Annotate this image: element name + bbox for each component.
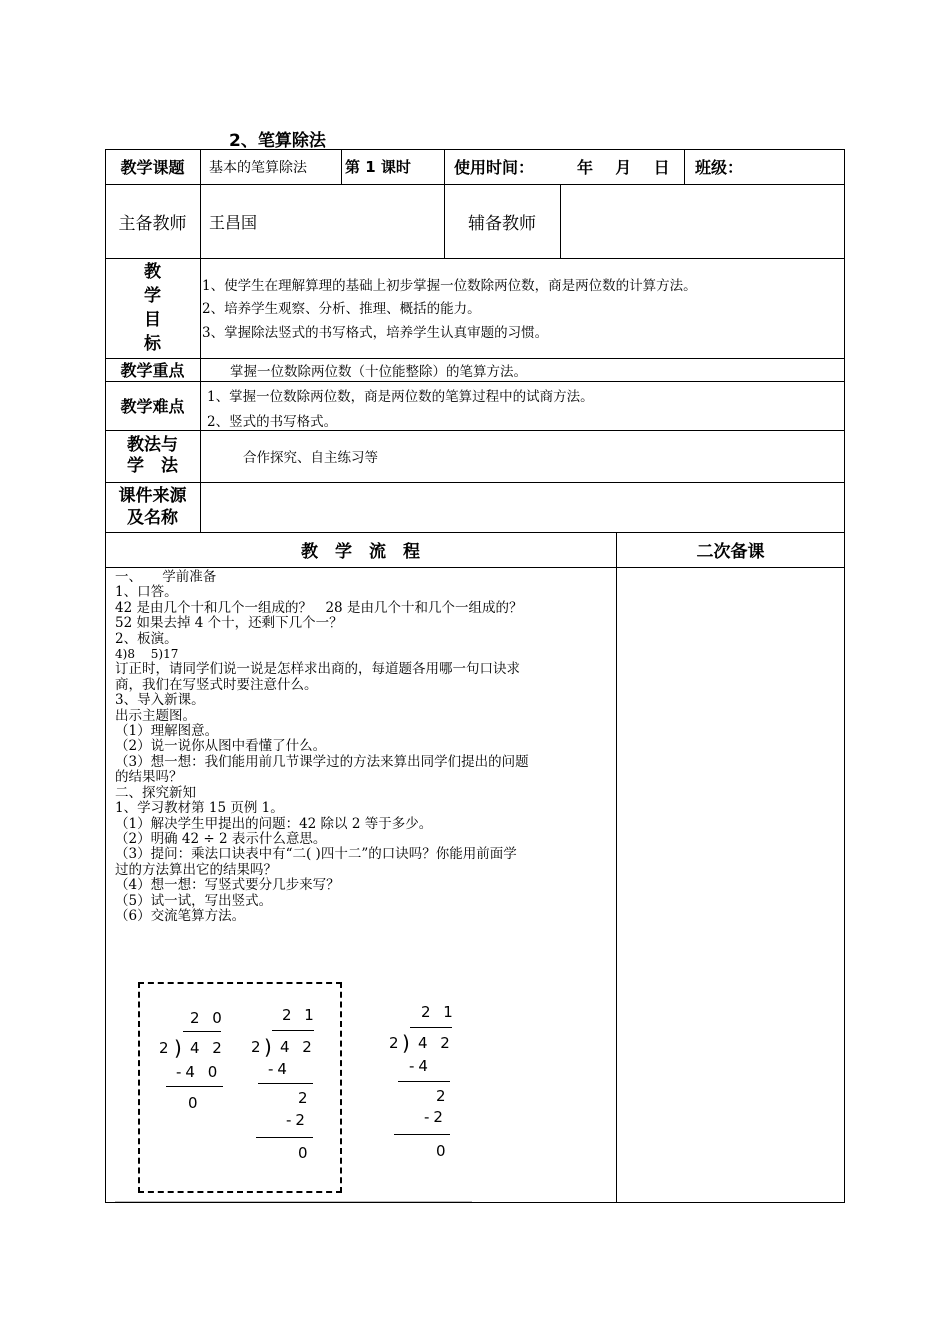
difficulty-label: 教学难点 xyxy=(120,397,185,416)
division-b-quotient: 2 1 xyxy=(282,1006,318,1024)
division-b-line-2 xyxy=(256,1137,313,1138)
division-c-quotient: 2 1 xyxy=(421,1003,457,1021)
flow-line: （5）试一试，写出竖式。 xyxy=(115,892,273,909)
division-c-line-1 xyxy=(398,1081,450,1082)
division-c-line-2 xyxy=(394,1134,450,1135)
division-b-dividend: 4 2 xyxy=(280,1038,316,1056)
division-b-bracket: ) xyxy=(264,1035,276,1059)
table-border-bottom xyxy=(105,1202,845,1203)
row-divider xyxy=(105,482,845,483)
flow-line: 2、板演。 xyxy=(115,630,178,647)
flow-line: 出示主题图。 xyxy=(115,707,196,724)
division-b-subtract-1: -4 xyxy=(268,1060,291,1078)
division-a-quotient: 2 0 xyxy=(190,1009,226,1027)
teaching-flow xyxy=(115,570,615,924)
lesson-number: 第 1 课时 xyxy=(345,158,411,176)
flow-line: 的结果吗？ xyxy=(115,769,183,786)
flow-line: （2）说一说你从图中看懂了什么。 xyxy=(115,738,327,755)
page-title: 2、笔算除法 xyxy=(229,131,326,151)
flow-line: 订正时，请同学们说一说是怎样求出商的，每道题各用哪一句口诀求 xyxy=(115,661,520,678)
main-teacher-name: 王昌国 xyxy=(209,212,258,232)
flow-line: 过的方法算出它的结果吗？ xyxy=(115,861,277,878)
assist-teacher-label: 辅备教师 xyxy=(468,213,536,234)
difficulty-item: 2、竖式的书写格式。 xyxy=(207,414,338,430)
date-fields: 年 月 日 xyxy=(577,158,670,177)
label-topic: 教学课题 xyxy=(120,158,185,177)
col-divider-label xyxy=(200,149,201,532)
division-b-subtract-2: -2 xyxy=(286,1111,309,1129)
division-c-divisor: 2 xyxy=(389,1034,403,1052)
flow-line: 1、学习教材第 15 页例 1。 xyxy=(115,800,284,817)
table-border-right xyxy=(844,149,845,1203)
col-divider-flow xyxy=(616,532,617,1203)
division-c-subtract-2: -2 xyxy=(424,1108,447,1126)
goals-label-char: 目 xyxy=(144,310,161,330)
key-point-text: 掌握一位数除两位数（十位能整除）的笔算方法。 xyxy=(230,363,527,380)
division-a-bracket: ) xyxy=(174,1036,186,1060)
flow-line: （1）理解图意。 xyxy=(115,723,219,740)
flow-line: 3、导入新课。 xyxy=(115,692,205,709)
division-c-dividend: 4 2 xyxy=(418,1034,454,1052)
flow-line: （6）交流笔算方法。 xyxy=(115,907,246,924)
division-c-subtract-1: -4 xyxy=(409,1057,432,1075)
flow-line: （2）明确 42 ÷ 2 表示什么意思。 xyxy=(115,830,327,847)
division-c-bracket: ) xyxy=(402,1031,414,1055)
flow-line: （3）想一想：我们能用前几节课学过的方法来算出同学们提出的问题 xyxy=(115,753,529,770)
flow-line: 二、探究新知 xyxy=(115,784,196,801)
flow-line: 商，我们在写竖式时要注意什么。 xyxy=(115,676,318,693)
flow-line: （1）解决学生甲提出的问题：42 除以 2 等于多少。 xyxy=(115,815,433,832)
division-b-remainder: 0 xyxy=(298,1144,312,1162)
flow-line: 42 是由几个十和几个一组成的？ 28 是由几个十和几个一组成的？ xyxy=(115,599,523,616)
goals-label-char: 教 xyxy=(144,262,161,282)
division-b-bracket-line xyxy=(272,1030,314,1031)
division-a-line xyxy=(166,1086,223,1087)
division-c-bracket-line xyxy=(410,1027,452,1028)
methods-label xyxy=(105,430,200,482)
flow-header: 教 学 流 程 xyxy=(301,542,420,562)
row-divider xyxy=(105,381,845,382)
goal-item: 3、掌握除法竖式的书写格式，培养学生认真审题的习惯。 xyxy=(202,325,549,341)
flow-line: 4)8 5)17 xyxy=(115,647,179,662)
col-divider-assist xyxy=(560,184,561,258)
main-teacher-label: 主备教师 xyxy=(118,213,187,234)
division-a-subtract: -4 0 xyxy=(176,1063,222,1081)
division-a-dividend: 4 2 xyxy=(190,1039,226,1057)
division-b-line-1 xyxy=(258,1083,313,1084)
flow-line: （3）提问：乘法口诀表中有“二( )四十二”的口诀吗？你能用前面学 xyxy=(115,846,517,863)
division-a-divisor: 2 xyxy=(159,1039,173,1057)
division-a-remainder: 0 xyxy=(188,1094,202,1112)
division-b-middle: 2 xyxy=(298,1089,312,1107)
col-divider-date xyxy=(684,149,685,184)
goals-label xyxy=(105,258,200,358)
difficulty-item: 1、掌握一位数除两位数，商是两位数的笔算过程中的试商方法。 xyxy=(207,389,594,405)
row-divider xyxy=(105,567,845,568)
use-time-label: 使用时间： xyxy=(454,158,535,177)
goals-label-char: 标 xyxy=(144,334,161,354)
topic-value: 基本的笔算除法 xyxy=(209,159,307,176)
class-label: 班级： xyxy=(695,158,744,177)
goals-label-char: 学 xyxy=(144,286,161,306)
methods-label-line: 学 法 xyxy=(127,456,178,476)
goal-item: 2、培养学生观察、分析、推理、概括的能力。 xyxy=(202,301,481,317)
source-label xyxy=(105,482,200,532)
division-b-divisor: 2 xyxy=(251,1038,265,1056)
flow-line: 52 如果去掉 4 个十，还剩下几个一？ xyxy=(115,615,343,632)
bottom-faint-rule xyxy=(115,1201,472,1202)
division-c-remainder: 0 xyxy=(436,1142,450,1160)
goal-item: 1、使学生在理解算理的基础上初步掌握一位数除两位数，商是两位数的计算方法。 xyxy=(202,278,697,294)
division-a-bracket-line xyxy=(183,1031,221,1032)
source-label-line: 及名称 xyxy=(127,508,178,528)
row-divider xyxy=(105,258,845,259)
methods-label-line: 教法与 xyxy=(127,435,178,455)
flow-line: （4）想一想：写竖式要分几步来写？ xyxy=(115,877,340,894)
flow-line: 1、口答。 xyxy=(115,584,178,601)
key-point-label: 教学重点 xyxy=(120,361,185,380)
division-c-middle: 2 xyxy=(436,1087,450,1105)
methods-text: 合作探究、自主练习等 xyxy=(243,450,378,466)
col-divider-topic xyxy=(341,149,342,184)
flow-line: 一、 学前准备 xyxy=(115,569,217,585)
second-prep-header: 二次备课 xyxy=(696,542,765,562)
source-label-line: 课件来源 xyxy=(118,486,187,506)
